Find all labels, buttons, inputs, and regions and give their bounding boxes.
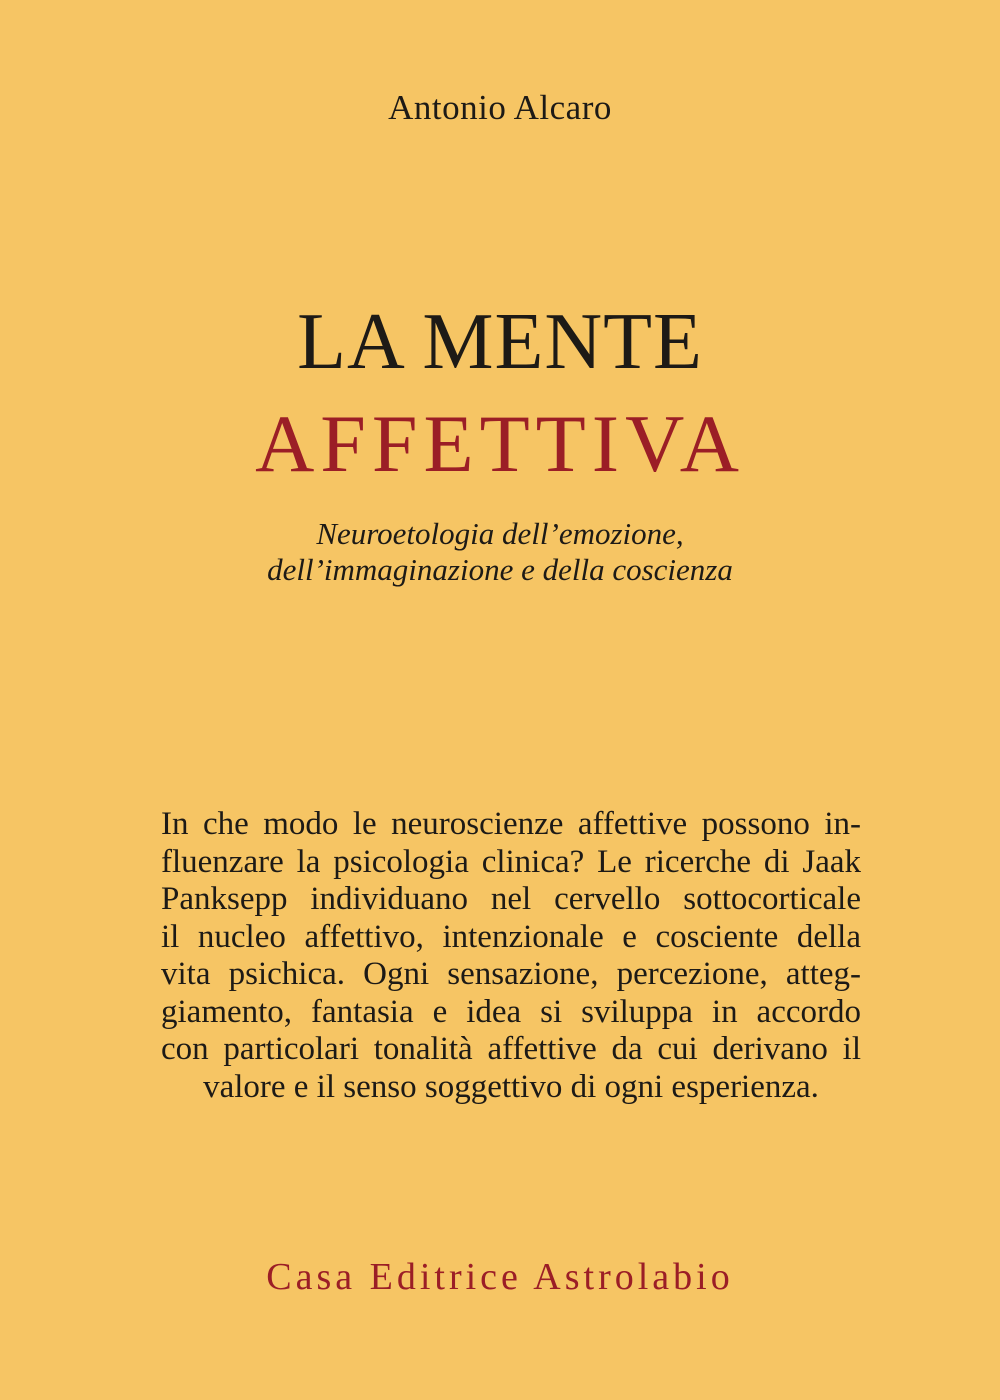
blurb-line: Panksepp individuano nel cervello sottocorticale xyxy=(161,881,861,917)
title-line-1: LA MENTE xyxy=(297,298,703,386)
title-line-2: AFFETTIVA xyxy=(255,398,745,489)
subtitle-line-1: Neuroetologia dell’emozione, xyxy=(316,516,684,551)
blurb-line: valore e il senso soggettivo di ogni esperienza. xyxy=(203,1068,819,1105)
blurb-line: giamento, fantasia e idea si sviluppa in accordo xyxy=(161,993,861,1030)
subtitle-line-2: dell’immaginazione e della coscienza xyxy=(267,552,733,587)
blurb-line: il nucleo affettivo, intenzionale e cosciente della xyxy=(161,918,861,955)
blurb-line: vita psichica. Ogni sensazione, percezione, atteg- xyxy=(161,956,861,992)
blurb-line: In che modo le neuroscienze affettive possono in- xyxy=(161,806,861,842)
subtitle xyxy=(0,516,1000,588)
publisher-name: Casa Editrice Astrolabio xyxy=(266,1256,734,1298)
blurb-line: fluenzare la psicologia clinica? Le ricerche di Jaak xyxy=(161,843,861,880)
author-name: Antonio Alcaro xyxy=(388,88,612,127)
blurb-text xyxy=(161,806,861,1106)
blurb-line: con particolari tonalità affettive da cui derivano il xyxy=(161,1031,861,1067)
